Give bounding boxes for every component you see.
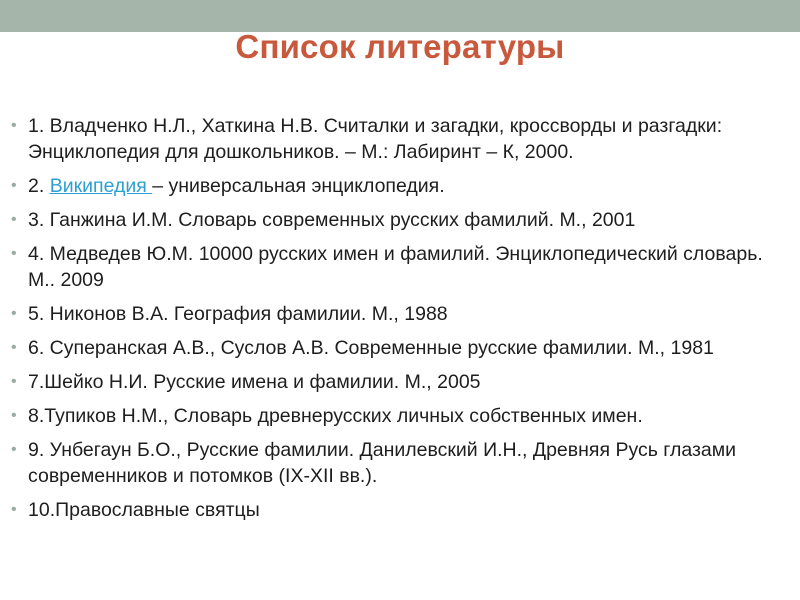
reference-text: 5. Никонов В.А. География фамилии. М., 1988 xyxy=(28,303,448,325)
reference-item-7 xyxy=(0,369,800,395)
bullet-icon: • xyxy=(11,339,17,356)
reference-text: 6. Суперанская А.В., Суслов А.В. Современные русские фамилии. М., 1981 xyxy=(28,337,714,359)
bullet-icon: • xyxy=(11,305,17,322)
reference-item-8 xyxy=(0,403,800,429)
reference-text: 8.Тупиков Н.М., Словарь древнерусских личных собственных имен. xyxy=(28,405,643,427)
reference-text: 9. Унбегаун Б.О., Русские фамилии. Данилевский И.Н., Древняя Русь глазами современников и потомков (IX-XII вв.). xyxy=(28,439,737,487)
slide-title: Список литературы xyxy=(235,28,565,65)
bullet-icon: • xyxy=(11,245,17,262)
reference-list xyxy=(0,113,800,531)
wikipedia-link[interactable]: Википедия xyxy=(49,175,153,197)
reference-item-2 xyxy=(0,173,800,199)
reference-item-5 xyxy=(0,301,800,327)
bullet-icon: • xyxy=(11,501,17,518)
reference-text: 3. Ганжина И.М. Словарь современных русских фамилий. М., 2001 xyxy=(28,209,636,231)
bullet-icon: • xyxy=(11,211,17,228)
reference-text: 10.Православные святцы xyxy=(28,499,260,521)
reference-item-1 xyxy=(0,113,800,165)
reference-item-9 xyxy=(0,437,800,489)
reference-item-6 xyxy=(0,335,800,361)
bullet-icon: • xyxy=(11,373,17,390)
reference-text: 7.Шейко Н.И. Русские имена и фамилии. М., 2005 xyxy=(28,371,481,393)
reference-text: 1. Владченко Н.Л., Хаткина Н.В. Считалки и загадки, кроссворды и разгадки: Энциклопедия для дошкольников. – М.: Лабиринт – К, 2000. xyxy=(28,115,723,163)
bullet-icon: • xyxy=(11,117,17,134)
bullet-icon: • xyxy=(11,407,17,424)
reference-item-3 xyxy=(0,207,800,233)
bullet-icon: • xyxy=(11,177,17,194)
bullet-icon: • xyxy=(11,441,17,458)
reference-suffix: – универсальная энциклопедия. xyxy=(152,175,445,197)
reference-prefix: 2. xyxy=(28,175,50,197)
reference-item-10 xyxy=(0,497,800,523)
reference-text: 4. Медведев Ю.М. 10000 русских имен и фамилий. Энциклопедический словарь. М.. 2009 xyxy=(28,243,763,291)
reference-item-4 xyxy=(0,241,800,293)
